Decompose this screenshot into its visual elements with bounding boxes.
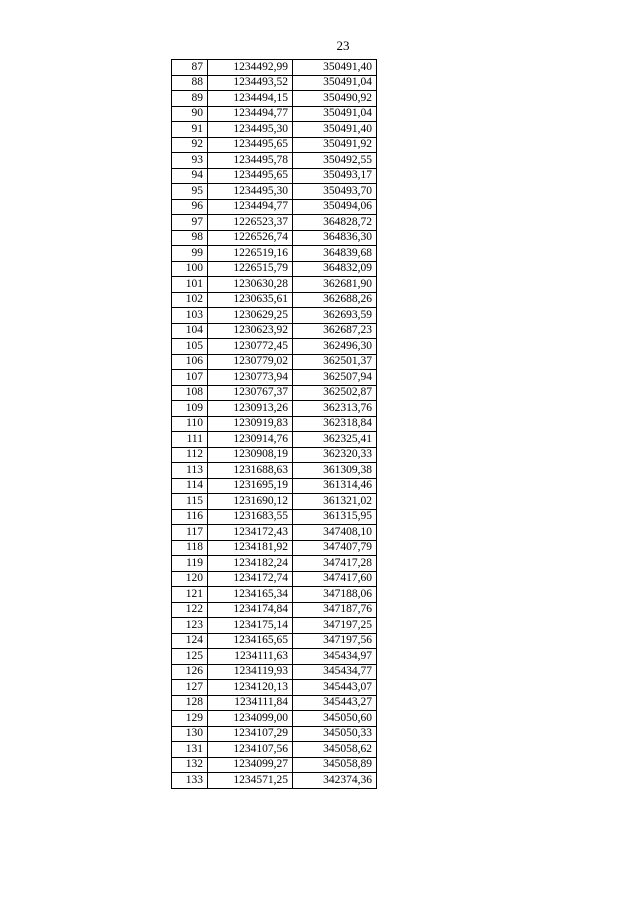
table-row [172, 106, 377, 122]
coordinate-y-cell: 350494,06 [293, 199, 377, 215]
coordinate-x-cell: 1234111,84 [208, 695, 293, 711]
coordinate-x-cell: 1234492,99 [208, 60, 293, 76]
point-number-cell: 97 [172, 215, 208, 231]
coordinate-x-cell: 1230913,26 [208, 401, 293, 417]
table-row [172, 122, 377, 138]
point-number-cell: 108 [172, 385, 208, 401]
coordinate-x-cell: 1234165,65 [208, 633, 293, 649]
table-row [172, 354, 377, 370]
point-number-cell: 107 [172, 370, 208, 386]
coordinate-x-cell: 1230629,25 [208, 308, 293, 324]
table-row [172, 587, 377, 603]
point-number-cell: 104 [172, 323, 208, 339]
point-number-cell: 129 [172, 711, 208, 727]
point-number-cell: 90 [172, 106, 208, 122]
table-row [172, 323, 377, 339]
coordinate-x-cell: 1234495,65 [208, 137, 293, 153]
coordinate-x-cell: 1226515,79 [208, 261, 293, 277]
table-row [172, 137, 377, 153]
coordinate-x-cell: 1230772,45 [208, 339, 293, 355]
coordinate-x-cell: 1234494,77 [208, 199, 293, 215]
coordinate-y-cell: 362687,23 [293, 323, 377, 339]
coordinate-y-cell: 345443,07 [293, 680, 377, 696]
table-row [172, 463, 377, 479]
coordinate-x-cell: 1230919,83 [208, 416, 293, 432]
coordinate-x-cell: 1230779,02 [208, 354, 293, 370]
point-number-cell: 117 [172, 525, 208, 541]
point-number-cell: 88 [172, 75, 208, 91]
table-row [172, 757, 377, 773]
coordinate-x-cell: 1231683,55 [208, 509, 293, 525]
point-number-cell: 115 [172, 494, 208, 510]
table-row [172, 633, 377, 649]
coordinate-y-cell: 362501,37 [293, 354, 377, 370]
point-number-cell: 114 [172, 478, 208, 494]
table-row [172, 540, 377, 556]
coordinate-x-cell: 1234174,84 [208, 602, 293, 618]
coordinate-x-cell: 1231695,19 [208, 478, 293, 494]
coordinates-table-body [172, 60, 377, 789]
coordinate-y-cell: 361314,46 [293, 478, 377, 494]
coordinate-y-cell: 350491,04 [293, 75, 377, 91]
point-number-cell: 116 [172, 509, 208, 525]
coordinate-x-cell: 1234107,56 [208, 742, 293, 758]
table-row [172, 680, 377, 696]
coordinate-y-cell: 362325,41 [293, 432, 377, 448]
point-number-cell: 133 [172, 773, 208, 789]
coordinate-x-cell: 1231688,63 [208, 463, 293, 479]
table-row [172, 339, 377, 355]
coordinate-y-cell: 361315,95 [293, 509, 377, 525]
coordinate-x-cell: 1234495,65 [208, 168, 293, 184]
table-row [172, 261, 377, 277]
coordinate-x-cell: 1226526,74 [208, 230, 293, 246]
table-row [172, 416, 377, 432]
coordinate-x-cell: 1234099,27 [208, 757, 293, 773]
table-row [172, 509, 377, 525]
coordinate-y-cell: 350492,55 [293, 153, 377, 169]
coordinate-y-cell: 362507,94 [293, 370, 377, 386]
coordinate-y-cell: 362320,33 [293, 447, 377, 463]
table-row [172, 153, 377, 169]
point-number-cell: 106 [172, 354, 208, 370]
point-number-cell: 123 [172, 618, 208, 634]
coordinate-y-cell: 350490,92 [293, 91, 377, 107]
coordinate-y-cell: 350491,04 [293, 106, 377, 122]
point-number-cell: 125 [172, 649, 208, 665]
coordinate-x-cell: 1230635,61 [208, 292, 293, 308]
coordinate-x-cell: 1234181,92 [208, 540, 293, 556]
point-number-cell: 132 [172, 757, 208, 773]
point-number-cell: 94 [172, 168, 208, 184]
point-number-cell: 126 [172, 664, 208, 680]
table-row [172, 711, 377, 727]
table-row [172, 230, 377, 246]
point-number-cell: 119 [172, 556, 208, 572]
table-row [172, 75, 377, 91]
coordinate-y-cell: 347408,10 [293, 525, 377, 541]
table-row [172, 525, 377, 541]
coordinate-x-cell: 1230630,28 [208, 277, 293, 293]
table-row [172, 60, 377, 76]
coordinate-y-cell: 364828,72 [293, 215, 377, 231]
coordinate-x-cell: 1230773,94 [208, 370, 293, 386]
point-number-cell: 109 [172, 401, 208, 417]
coordinate-x-cell: 1234571,25 [208, 773, 293, 789]
coordinate-x-cell: 1226523,37 [208, 215, 293, 231]
coordinate-x-cell: 1230623,92 [208, 323, 293, 339]
point-number-cell: 122 [172, 602, 208, 618]
point-number-cell: 113 [172, 463, 208, 479]
table-row [172, 432, 377, 448]
coordinate-y-cell: 362496,30 [293, 339, 377, 355]
table-row [172, 773, 377, 789]
point-number-cell: 98 [172, 230, 208, 246]
point-number-cell: 128 [172, 695, 208, 711]
point-number-cell: 124 [172, 633, 208, 649]
coordinate-x-cell: 1234495,30 [208, 122, 293, 138]
coordinate-y-cell: 350493,70 [293, 184, 377, 200]
point-number-cell: 130 [172, 726, 208, 742]
coordinate-y-cell: 345050,33 [293, 726, 377, 742]
coordinate-x-cell: 1234495,78 [208, 153, 293, 169]
coordinate-y-cell: 347197,56 [293, 633, 377, 649]
coordinates-table [171, 59, 377, 789]
table-row [172, 664, 377, 680]
coordinate-x-cell: 1234493,52 [208, 75, 293, 91]
table-row [172, 447, 377, 463]
coordinate-x-cell: 1231690,12 [208, 494, 293, 510]
point-number-cell: 89 [172, 91, 208, 107]
coordinate-x-cell: 1234495,30 [208, 184, 293, 200]
coordinate-y-cell: 362681,90 [293, 277, 377, 293]
table-row [172, 277, 377, 293]
point-number-cell: 118 [172, 540, 208, 556]
table-row [172, 246, 377, 262]
point-number-cell: 87 [172, 60, 208, 76]
point-number-cell: 99 [172, 246, 208, 262]
coordinate-y-cell: 342374,36 [293, 773, 377, 789]
coordinate-y-cell: 347417,28 [293, 556, 377, 572]
coordinate-y-cell: 345434,97 [293, 649, 377, 665]
point-number-cell: 120 [172, 571, 208, 587]
page-number: 23 [336, 38, 350, 53]
table-row [172, 401, 377, 417]
point-number-cell: 103 [172, 308, 208, 324]
coordinate-x-cell: 1234172,43 [208, 525, 293, 541]
coordinate-x-cell: 1234107,29 [208, 726, 293, 742]
coordinate-y-cell: 345058,89 [293, 757, 377, 773]
coordinate-y-cell: 362318,84 [293, 416, 377, 432]
coordinate-y-cell: 350491,40 [293, 60, 377, 76]
table-row [172, 215, 377, 231]
point-number-cell: 110 [172, 416, 208, 432]
coordinate-y-cell: 364832,09 [293, 261, 377, 277]
table-row [172, 649, 377, 665]
point-number-cell: 127 [172, 680, 208, 696]
table-row [172, 726, 377, 742]
table-row [172, 602, 377, 618]
coordinate-x-cell: 1234165,34 [208, 587, 293, 603]
coordinate-x-cell: 1234111,63 [208, 649, 293, 665]
point-number-cell: 93 [172, 153, 208, 169]
point-number-cell: 100 [172, 261, 208, 277]
coordinate-x-cell: 1234494,15 [208, 91, 293, 107]
coordinate-x-cell: 1230767,37 [208, 385, 293, 401]
coordinate-y-cell: 350491,40 [293, 122, 377, 138]
coordinate-x-cell: 1234120,13 [208, 680, 293, 696]
point-number-cell: 112 [172, 447, 208, 463]
coordinate-y-cell: 347197,25 [293, 618, 377, 634]
table-row [172, 292, 377, 308]
coordinate-y-cell: 362693,59 [293, 308, 377, 324]
point-number-cell: 111 [172, 432, 208, 448]
table-row [172, 308, 377, 324]
coordinate-y-cell: 361309,38 [293, 463, 377, 479]
point-number-cell: 102 [172, 292, 208, 308]
table-row [172, 184, 377, 200]
point-number-cell: 121 [172, 587, 208, 603]
table-row [172, 168, 377, 184]
table-row [172, 478, 377, 494]
point-number-cell: 101 [172, 277, 208, 293]
point-number-cell: 91 [172, 122, 208, 138]
coordinate-y-cell: 345434,77 [293, 664, 377, 680]
table-row [172, 494, 377, 510]
table-row [172, 370, 377, 386]
coordinate-y-cell: 347188,06 [293, 587, 377, 603]
coordinate-y-cell: 350493,17 [293, 168, 377, 184]
coordinate-y-cell: 347417,60 [293, 571, 377, 587]
coordinate-x-cell: 1230908,19 [208, 447, 293, 463]
coordinate-x-cell: 1230914,76 [208, 432, 293, 448]
coordinate-y-cell: 362313,76 [293, 401, 377, 417]
coordinate-y-cell: 364836,30 [293, 230, 377, 246]
coordinate-x-cell: 1234172,74 [208, 571, 293, 587]
coordinate-x-cell: 1234175,14 [208, 618, 293, 634]
coordinate-y-cell: 362502,87 [293, 385, 377, 401]
point-number-cell: 92 [172, 137, 208, 153]
coordinate-y-cell: 345058,62 [293, 742, 377, 758]
coordinate-y-cell: 364839,68 [293, 246, 377, 262]
coordinate-x-cell: 1234099,00 [208, 711, 293, 727]
point-number-cell: 95 [172, 184, 208, 200]
point-number-cell: 131 [172, 742, 208, 758]
table-row [172, 618, 377, 634]
point-number-cell: 96 [172, 199, 208, 215]
table-row [172, 385, 377, 401]
coordinate-y-cell: 347187,76 [293, 602, 377, 618]
table-row [172, 742, 377, 758]
coordinate-y-cell: 350491,92 [293, 137, 377, 153]
coordinate-y-cell: 345443,27 [293, 695, 377, 711]
table-row [172, 91, 377, 107]
table-row [172, 556, 377, 572]
table-row [172, 571, 377, 587]
coordinate-x-cell: 1234182,24 [208, 556, 293, 572]
coordinate-x-cell: 1234494,77 [208, 106, 293, 122]
coordinate-y-cell: 347407,79 [293, 540, 377, 556]
coordinate-y-cell: 361321,02 [293, 494, 377, 510]
table-row [172, 695, 377, 711]
coordinate-x-cell: 1234119,93 [208, 664, 293, 680]
table-row [172, 199, 377, 215]
point-number-cell: 105 [172, 339, 208, 355]
coordinate-y-cell: 362688,26 [293, 292, 377, 308]
coordinate-y-cell: 345050,60 [293, 711, 377, 727]
coordinate-x-cell: 1226519,16 [208, 246, 293, 262]
